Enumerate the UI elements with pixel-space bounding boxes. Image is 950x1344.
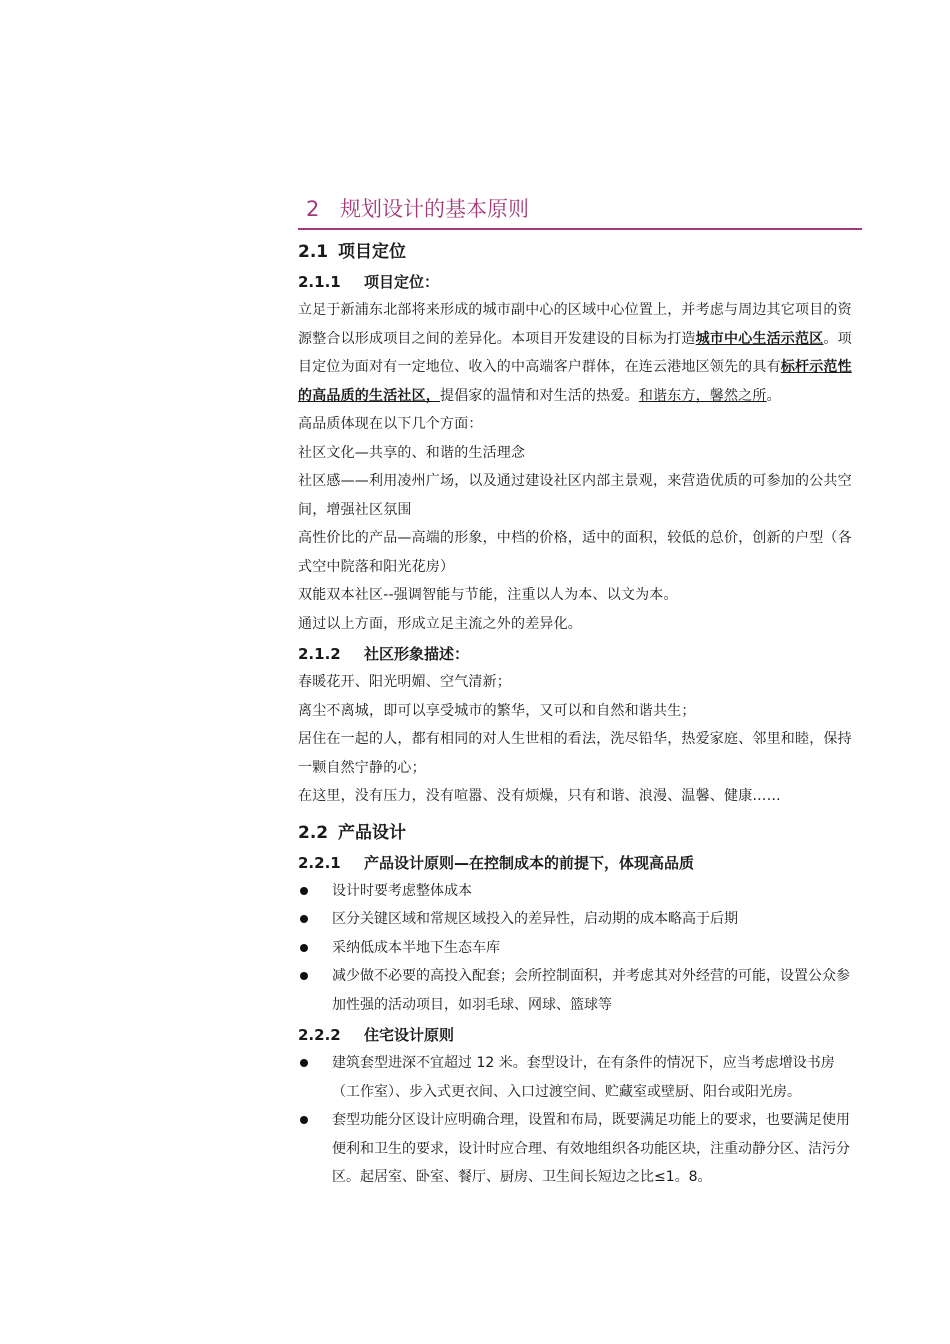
section-number: 2.1: [298, 242, 329, 262]
bullet-text: 采纳低成本半地下生态车库: [332, 939, 500, 956]
chapter-title: 规划设计的基本原则: [340, 197, 529, 221]
section-heading-2-2: [298, 819, 862, 847]
bullet-item: [298, 962, 862, 1019]
bullet-text: 设计时要考虑整体成本: [332, 882, 472, 899]
subsection-heading-2-1-1: [298, 268, 862, 296]
bullet-dot-icon: [300, 915, 308, 923]
subsection-number: 2.2.1: [298, 853, 341, 872]
emphasis-run: 城市中心生活示范区: [695, 330, 824, 347]
quality-item: 双能双本社区--强调智能与节能，注重以人为本、以文为本。: [298, 587, 678, 603]
chapter-heading: [298, 190, 862, 230]
subsection-heading-2-2-2: [298, 1021, 862, 1049]
bullet-dot-icon: [300, 887, 308, 895]
bullet-text: 建筑套型进深不宜超过 12 米。套型设计，在有条件的情况下，应当考虑增设书房（工作室）、步入式更衣间、入口过渡空间、贮藏室或壁厨、阳台或阳光房。: [332, 1055, 835, 1100]
quality-item: 社区文化—共享的、和谐的生活理念: [298, 444, 526, 461]
bullet-item: [298, 905, 862, 934]
text-run: 。: [766, 387, 781, 404]
subsection-heading-2-1-2: [298, 640, 862, 668]
section-number: 2.2: [298, 822, 329, 843]
text-run: 立足于新浦东北部将来形成的城市副中心的区域中心位置上，并考虑与周边其它项目的资源整合以形成项目之间的差异化。本项目开发建设的目标为打造: [298, 302, 852, 347]
bullet-dot-icon: [300, 1116, 308, 1124]
subsection-number: 2.1.2: [298, 645, 341, 663]
text-run: 提倡家的温情和对生活的热爱。: [440, 387, 639, 404]
positioning-paragraph: [298, 296, 862, 410]
text-run: 。项目定位为面对有一定地位、收入的中高端客户群体，在连云港地区领先的具有: [298, 330, 852, 375]
subsection-title: 产品设计原则—在控制成本的前提下，体现高品质: [364, 853, 695, 872]
page-content: [298, 190, 862, 1192]
emphasis-run: 标杆示范性的高品质的生活社区，: [298, 359, 852, 404]
quality-item: 社区感——利用凌州广场，以及通过建设社区内部主景观，来营造优质的可参加的公共空间，增强社区氛围: [298, 473, 852, 518]
bullet-text: 区分关键区域和常规区域投入的差异性，启动期的成本略高于后期: [332, 911, 738, 927]
image-item: 居住在一起的人，都有相同的对人生世相的看法，洗尽铅华，热爱家庭、邻里和睦，保持一颗自然宁静的心；: [298, 731, 852, 776]
bullet-item: [298, 1049, 862, 1106]
subsection-heading-2-2-1: [298, 849, 862, 877]
bullet-dot-icon: [300, 972, 308, 980]
section-heading-2-1: [298, 238, 862, 266]
quality-item: 高性价比的产品—高端的形象，中档的价格，适中的面积，较低的总价，创新的户型（各式空中院落和阳光花房）: [298, 530, 852, 575]
subsection-number: 2.2.2: [298, 1026, 341, 1044]
section-title: 项目定位: [338, 242, 406, 262]
image-item: 春暖花开、阳光明媚、空气清新；: [298, 674, 511, 690]
bullet-item: [298, 1106, 862, 1192]
bullet-item: [298, 934, 862, 963]
quality-intro: 高品质体现在以下几个方面：: [298, 416, 483, 432]
bullet-text: 套型功能分区设计应明确合理，设置和布局，既要满足功能上的要求，也要满足使用便利和卫生的要求，设计时应合理、有效地组织各功能区块，注重动静分区、洁污分区。起居室、卧室、餐厅、厨房、卫生间长短边之比≤1。8。: [332, 1112, 850, 1185]
subsection-number: 2.1.1: [298, 273, 341, 291]
subsection-title: 住宅设计原则: [364, 1026, 455, 1044]
image-item: 在这里，没有压力，没有喧嚣、没有烦燥，只有和谐、浪漫、温馨、健康……: [298, 788, 781, 804]
bullet-item: [298, 877, 862, 906]
bullet-text: 减少做不必要的高投入配套；会所控制面积，并考虑其对外经营的可能，设置公众参加性强的活动项目，如羽毛球、网球、篮球等: [332, 968, 850, 1013]
image-item: 离尘不离城，即可以享受城市的繁华，又可以和自然和谐共生；: [298, 702, 696, 719]
subsection-title: 社区形象描述：: [364, 645, 470, 663]
bullet-dot-icon: [300, 944, 308, 952]
quality-item: 通过以上方面，形成立足主流之外的差异化。: [298, 615, 582, 632]
bullet-dot-icon: [300, 1059, 308, 1067]
subsection-title: 项目定位：: [364, 273, 440, 291]
section-title: 产品设计: [338, 822, 406, 843]
underlined-run: 和谐东方，馨然之所: [638, 387, 767, 404]
chapter-number: 2: [306, 197, 320, 221]
